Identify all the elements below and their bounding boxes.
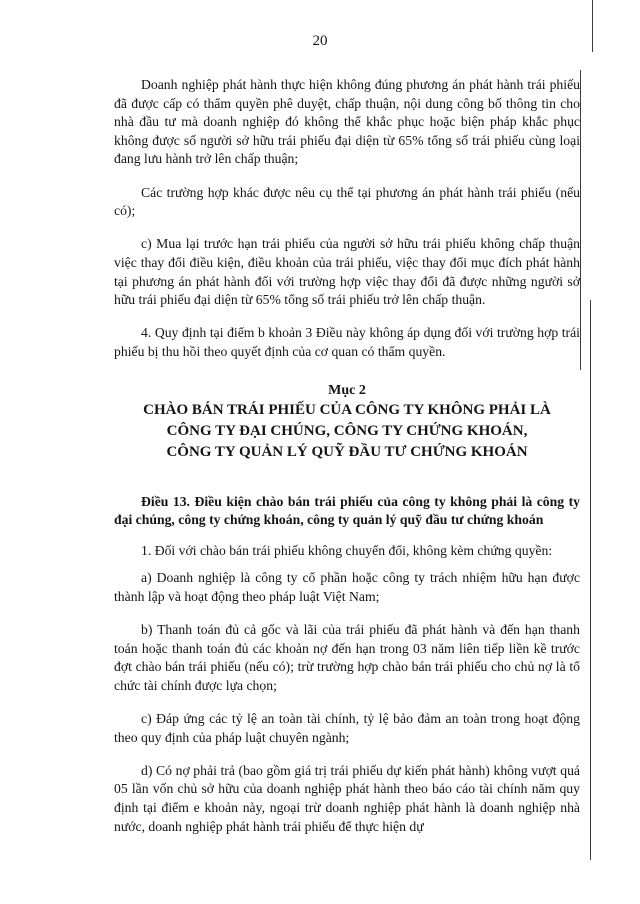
paragraph: 1. Đối với chào bán trái phiếu không chuyển đổi, không kèm chứng quyền: <box>141 542 553 558</box>
section-header <box>114 382 580 463</box>
paragraph: c) Đáp ứng các tỷ lệ an toàn tài chính, tỷ lệ bảo đảm an toàn trong hoạt động theo quy định của pháp luật chuyên ngành; <box>114 711 580 745</box>
section-title-line: CÔNG TY ĐẠI CHÚNG, CÔNG TY CHỨNG KHOÁN, <box>166 422 528 439</box>
paragraph: c) Mua lại trước hạn trái phiếu của người sở hữu trái phiếu không chấp thuận việc thay đổi điều kiện, điều khoản của trái phiếu, việc thay đổi mục đích phát hành tại phương án phát hành đối với trường hợp việc thay đổi đã được những người sở hữu trái phiếu đại diện từ 65% tổng số trái phiếu trở lên chấp thuận. <box>114 236 580 308</box>
scan-margin-line <box>580 70 581 370</box>
paragraph: 4. Quy định tại điểm b khoản 3 Điều này không áp dụng đối với trường hợp trái phiếu bị thu hồi theo quyết định của cơ quan có thẩm quyền. <box>114 325 580 359</box>
paragraph: b) Thanh toán đủ cả gốc và lãi của trái phiếu đã phát hành và đến hạn thanh toán hoặc thanh toán đủ các khoản nợ đến hạn trong 03 năm liên tiếp liền kề trước đợt chào bán trái phiếu (nếu có); trừ trường hợp chào bán trái phiếu cho chủ nợ là tổ chức tài chính được lựa chọn; <box>114 622 580 693</box>
section-title-line: CÔNG TY QUẢN LÝ QUỸ ĐẦU TƯ CHỨNG KHOÁN <box>166 443 528 460</box>
article-heading: Điều 13. Điều kiện chào bán trái phiếu của công ty không phải là công ty đại chúng, công ty chứng khoán, công ty quản lý quỹ đầu tư chứng khoán <box>114 493 580 528</box>
document-body <box>114 76 580 851</box>
scan-margin-line <box>592 0 593 52</box>
paragraph: d) Có nợ phải trả (bao gồm giá trị trái phiếu dự kiến phát hành) không vượt quá 05 lần vốn chủ sở hữu của doanh nghiệp phát hành theo báo cáo tài chính năm quy định tại điểm e khoản này, ngoại trừ doanh nghiệp phát hành là doanh nghiệp nhà nước, doanh nghiệp phát hành trái phiếu để thực hiện dự <box>114 762 580 834</box>
scan-margin-line <box>590 300 591 860</box>
paragraph: Doanh nghiệp phát hành thực hiện không đúng phương án phát hành trái phiếu đã được cấp có thẩm quyền phê duyệt, chấp thuận, nội dung công bố thông tin cho nhà đầu tư mà doanh nghiệp đó không thể khắc phục hoặc biện pháp khắc phục không được số người sở hữu trái phiếu đại diện từ 65% tổng số trái phiếu cùng loại đang lưu hành trở lên chấp thuận; <box>114 77 580 167</box>
section-label: Mục 2 <box>328 382 366 398</box>
paragraph: a) Doanh nghiệp là công ty cổ phần hoặc công ty trách nhiệm hữu hạn được thành lập và hoạt động theo pháp luật Việt Nam; <box>114 570 580 604</box>
section-title-line: CHÀO BÁN TRÁI PHIẾU CỦA CÔNG TY KHÔNG PHẢI LÀ <box>143 401 551 418</box>
page-number: 20 <box>312 33 328 49</box>
paragraph: Các trường hợp khác được nêu cụ thể tại phương án phát hành trái phiếu (nếu có); <box>114 184 580 219</box>
